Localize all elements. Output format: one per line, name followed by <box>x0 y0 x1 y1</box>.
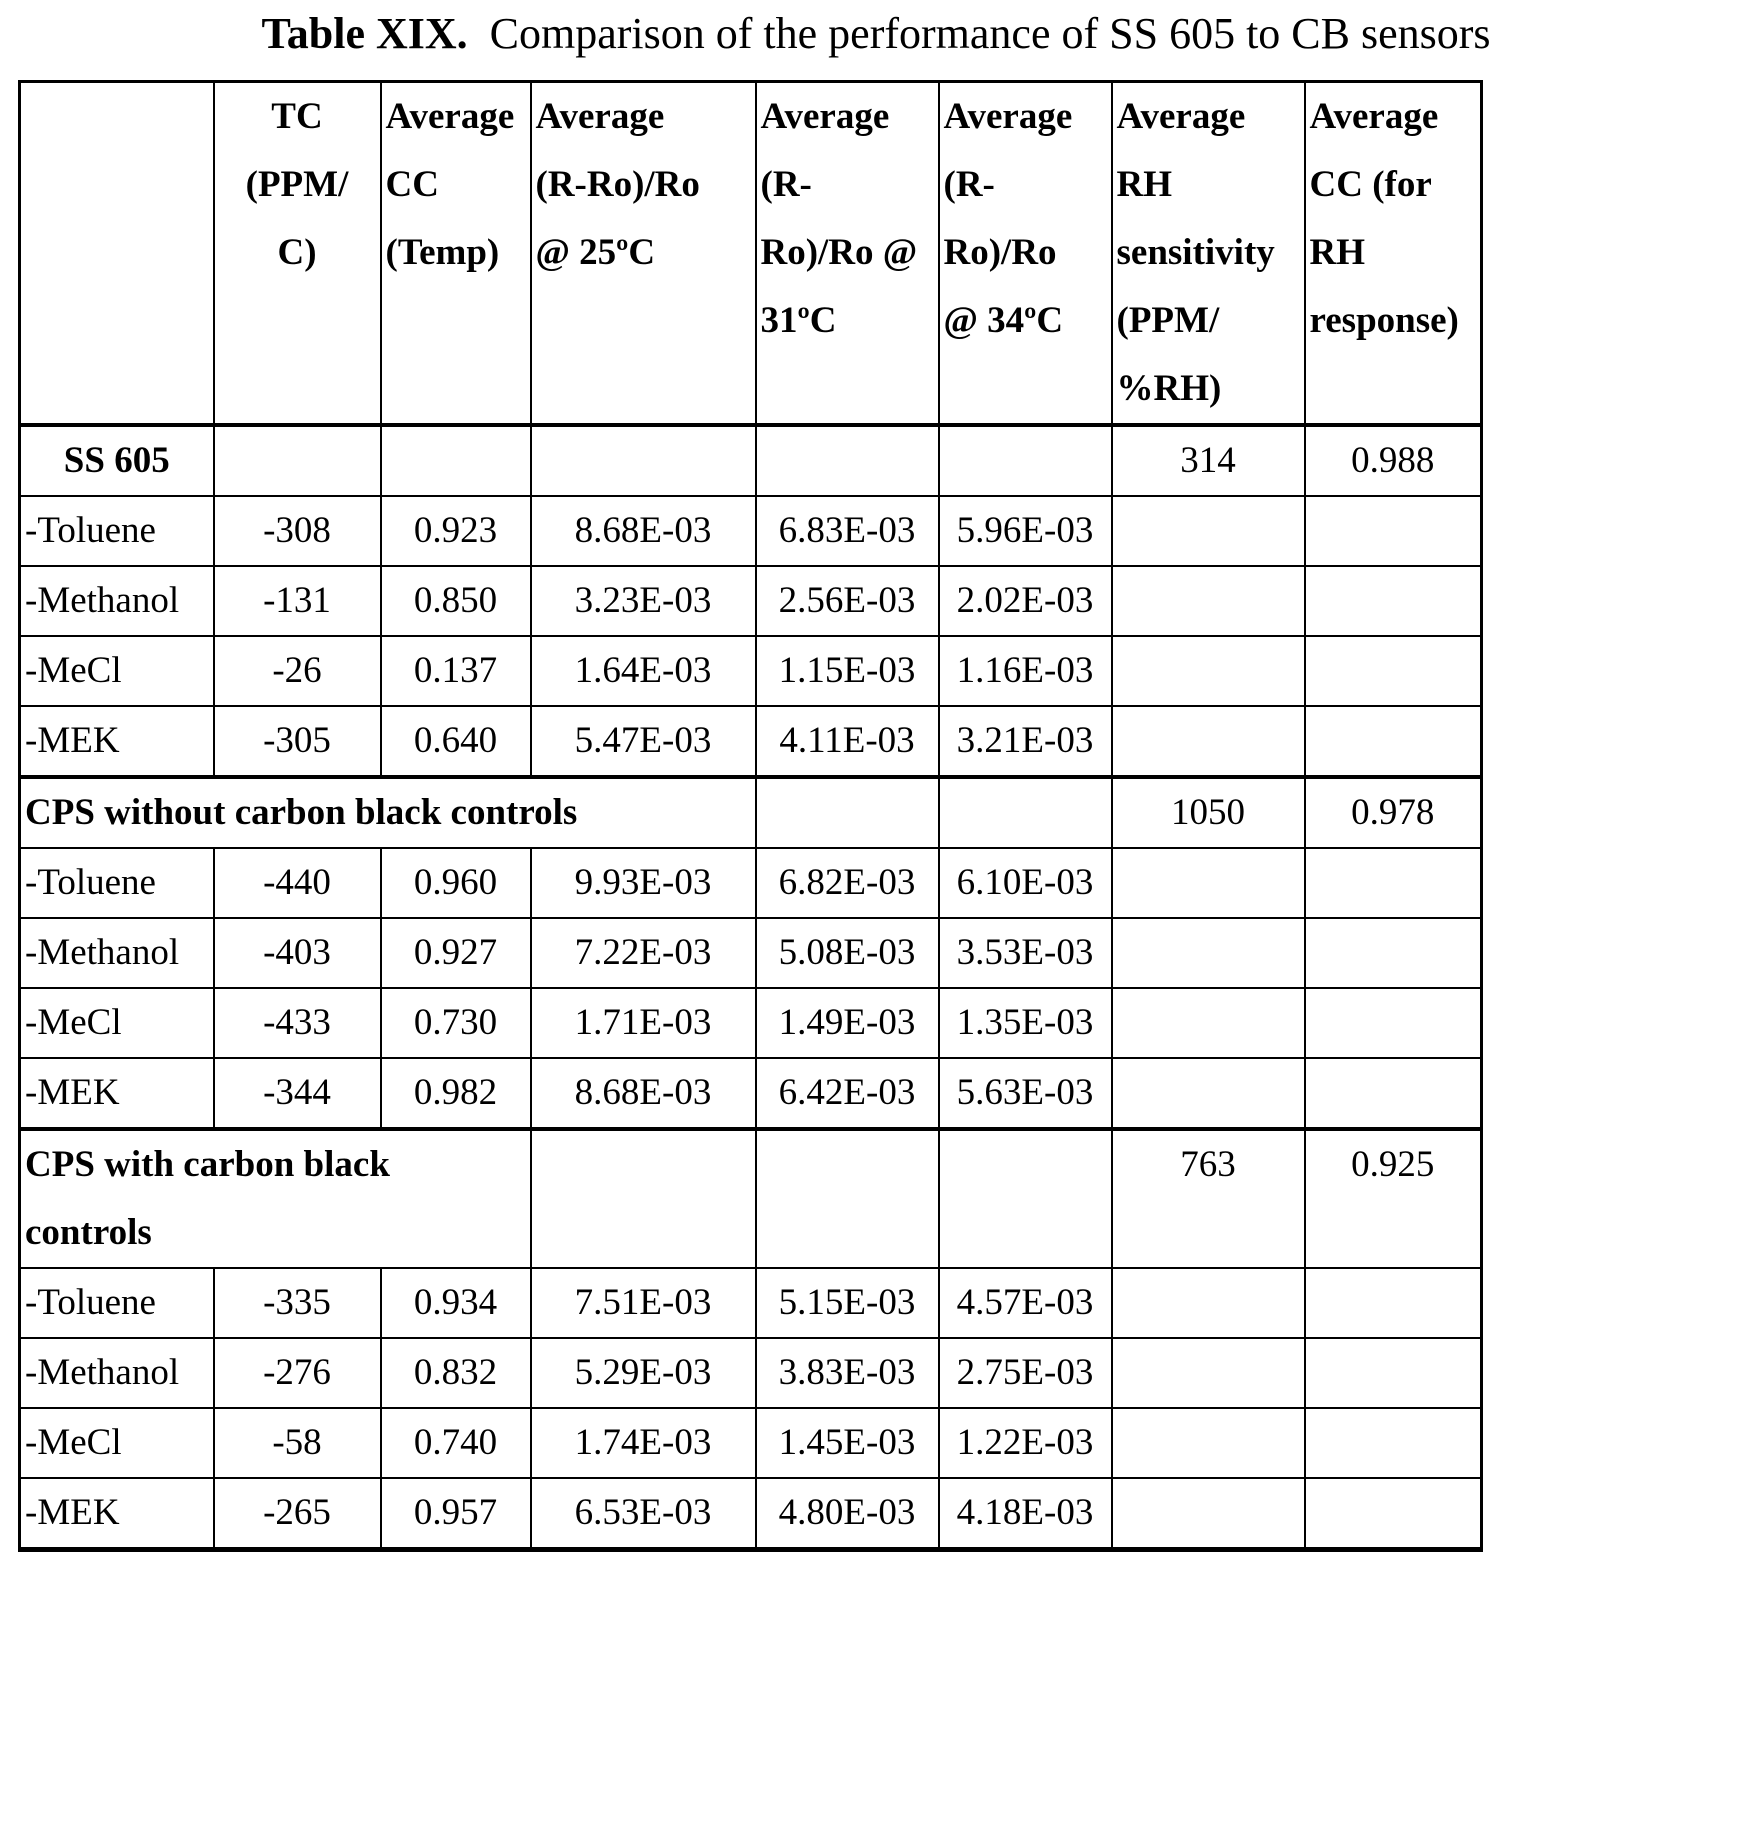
table-row: -MEK -305 0.640 5.47E-03 4.11E-03 3.21E-03 <box>20 706 1482 777</box>
table-row: -Toluene -335 0.934 7.51E-03 5.15E-03 4.57E-03 <box>20 1268 1482 1338</box>
group-label: SS 605 <box>20 425 214 496</box>
table-row: -MEK -344 0.982 8.68E-03 6.42E-03 5.63E-03 <box>20 1058 1482 1129</box>
table-row: -MeCl -58 0.740 1.74E-03 1.45E-03 1.22E-03 <box>20 1408 1482 1478</box>
header-r25: Average (R-Ro)/Ro @ 25ºC <box>531 82 756 426</box>
table-row: -Methanol -276 0.832 5.29E-03 3.83E-03 2.75E-03 <box>20 1338 1482 1408</box>
table-number: Table XIX. <box>261 9 468 58</box>
table-row: -Methanol -403 0.927 7.22E-03 5.08E-03 3.53E-03 <box>20 918 1482 988</box>
group-row-ss605 <box>20 425 1482 496</box>
header-row <box>20 82 1482 426</box>
table-row: -Toluene -440 0.960 9.93E-03 6.82E-03 6.10E-03 <box>20 848 1482 918</box>
comparison-table <box>18 80 1483 1552</box>
cc-rh: 0.925 <box>1305 1129 1482 1268</box>
group-row-cps-with-cb <box>20 1129 1482 1268</box>
rh-sensitivity: 763 <box>1112 1129 1305 1268</box>
table-row: -MeCl -26 0.137 1.64E-03 1.15E-03 1.16E-03 <box>20 636 1482 706</box>
rh-sensitivity: 314 <box>1112 425 1305 496</box>
cc-rh: 0.988 <box>1305 425 1482 496</box>
table-row: -Methanol -131 0.850 3.23E-03 2.56E-03 2.02E-03 <box>20 566 1482 636</box>
group-label: CPS with carbon black controls <box>20 1129 531 1268</box>
header-tc: TC (PPM/ C) <box>214 82 381 426</box>
group-label: CPS without carbon black controls <box>20 777 756 848</box>
table-caption <box>0 6 1752 62</box>
header-empty <box>20 82 214 426</box>
table-title: Comparison of the performance of SS 605 to CB sensors <box>489 9 1491 58</box>
header-cc-temp: Average CC (Temp) <box>381 82 531 426</box>
header-rh-sensitivity: Average RH sensitivity (PPM/ %RH) <box>1112 82 1305 426</box>
table-row: -MeCl -433 0.730 1.71E-03 1.49E-03 1.35E-03 <box>20 988 1482 1058</box>
table-row: -MEK -265 0.957 6.53E-03 4.80E-03 4.18E-03 <box>20 1478 1482 1550</box>
table-row: -Toluene -308 0.923 8.68E-03 6.83E-03 5.96E-03 <box>20 496 1482 566</box>
header-r34: Average (R- Ro)/Ro @ 34ºC <box>939 82 1112 426</box>
cc-rh: 0.978 <box>1305 777 1482 848</box>
rh-sensitivity: 1050 <box>1112 777 1305 848</box>
header-cc-rh: Average CC (for RH response) <box>1305 82 1482 426</box>
header-r31: Average (R- Ro)/Ro @ 31ºC <box>756 82 939 426</box>
group-row-cps-without-cb <box>20 777 1482 848</box>
